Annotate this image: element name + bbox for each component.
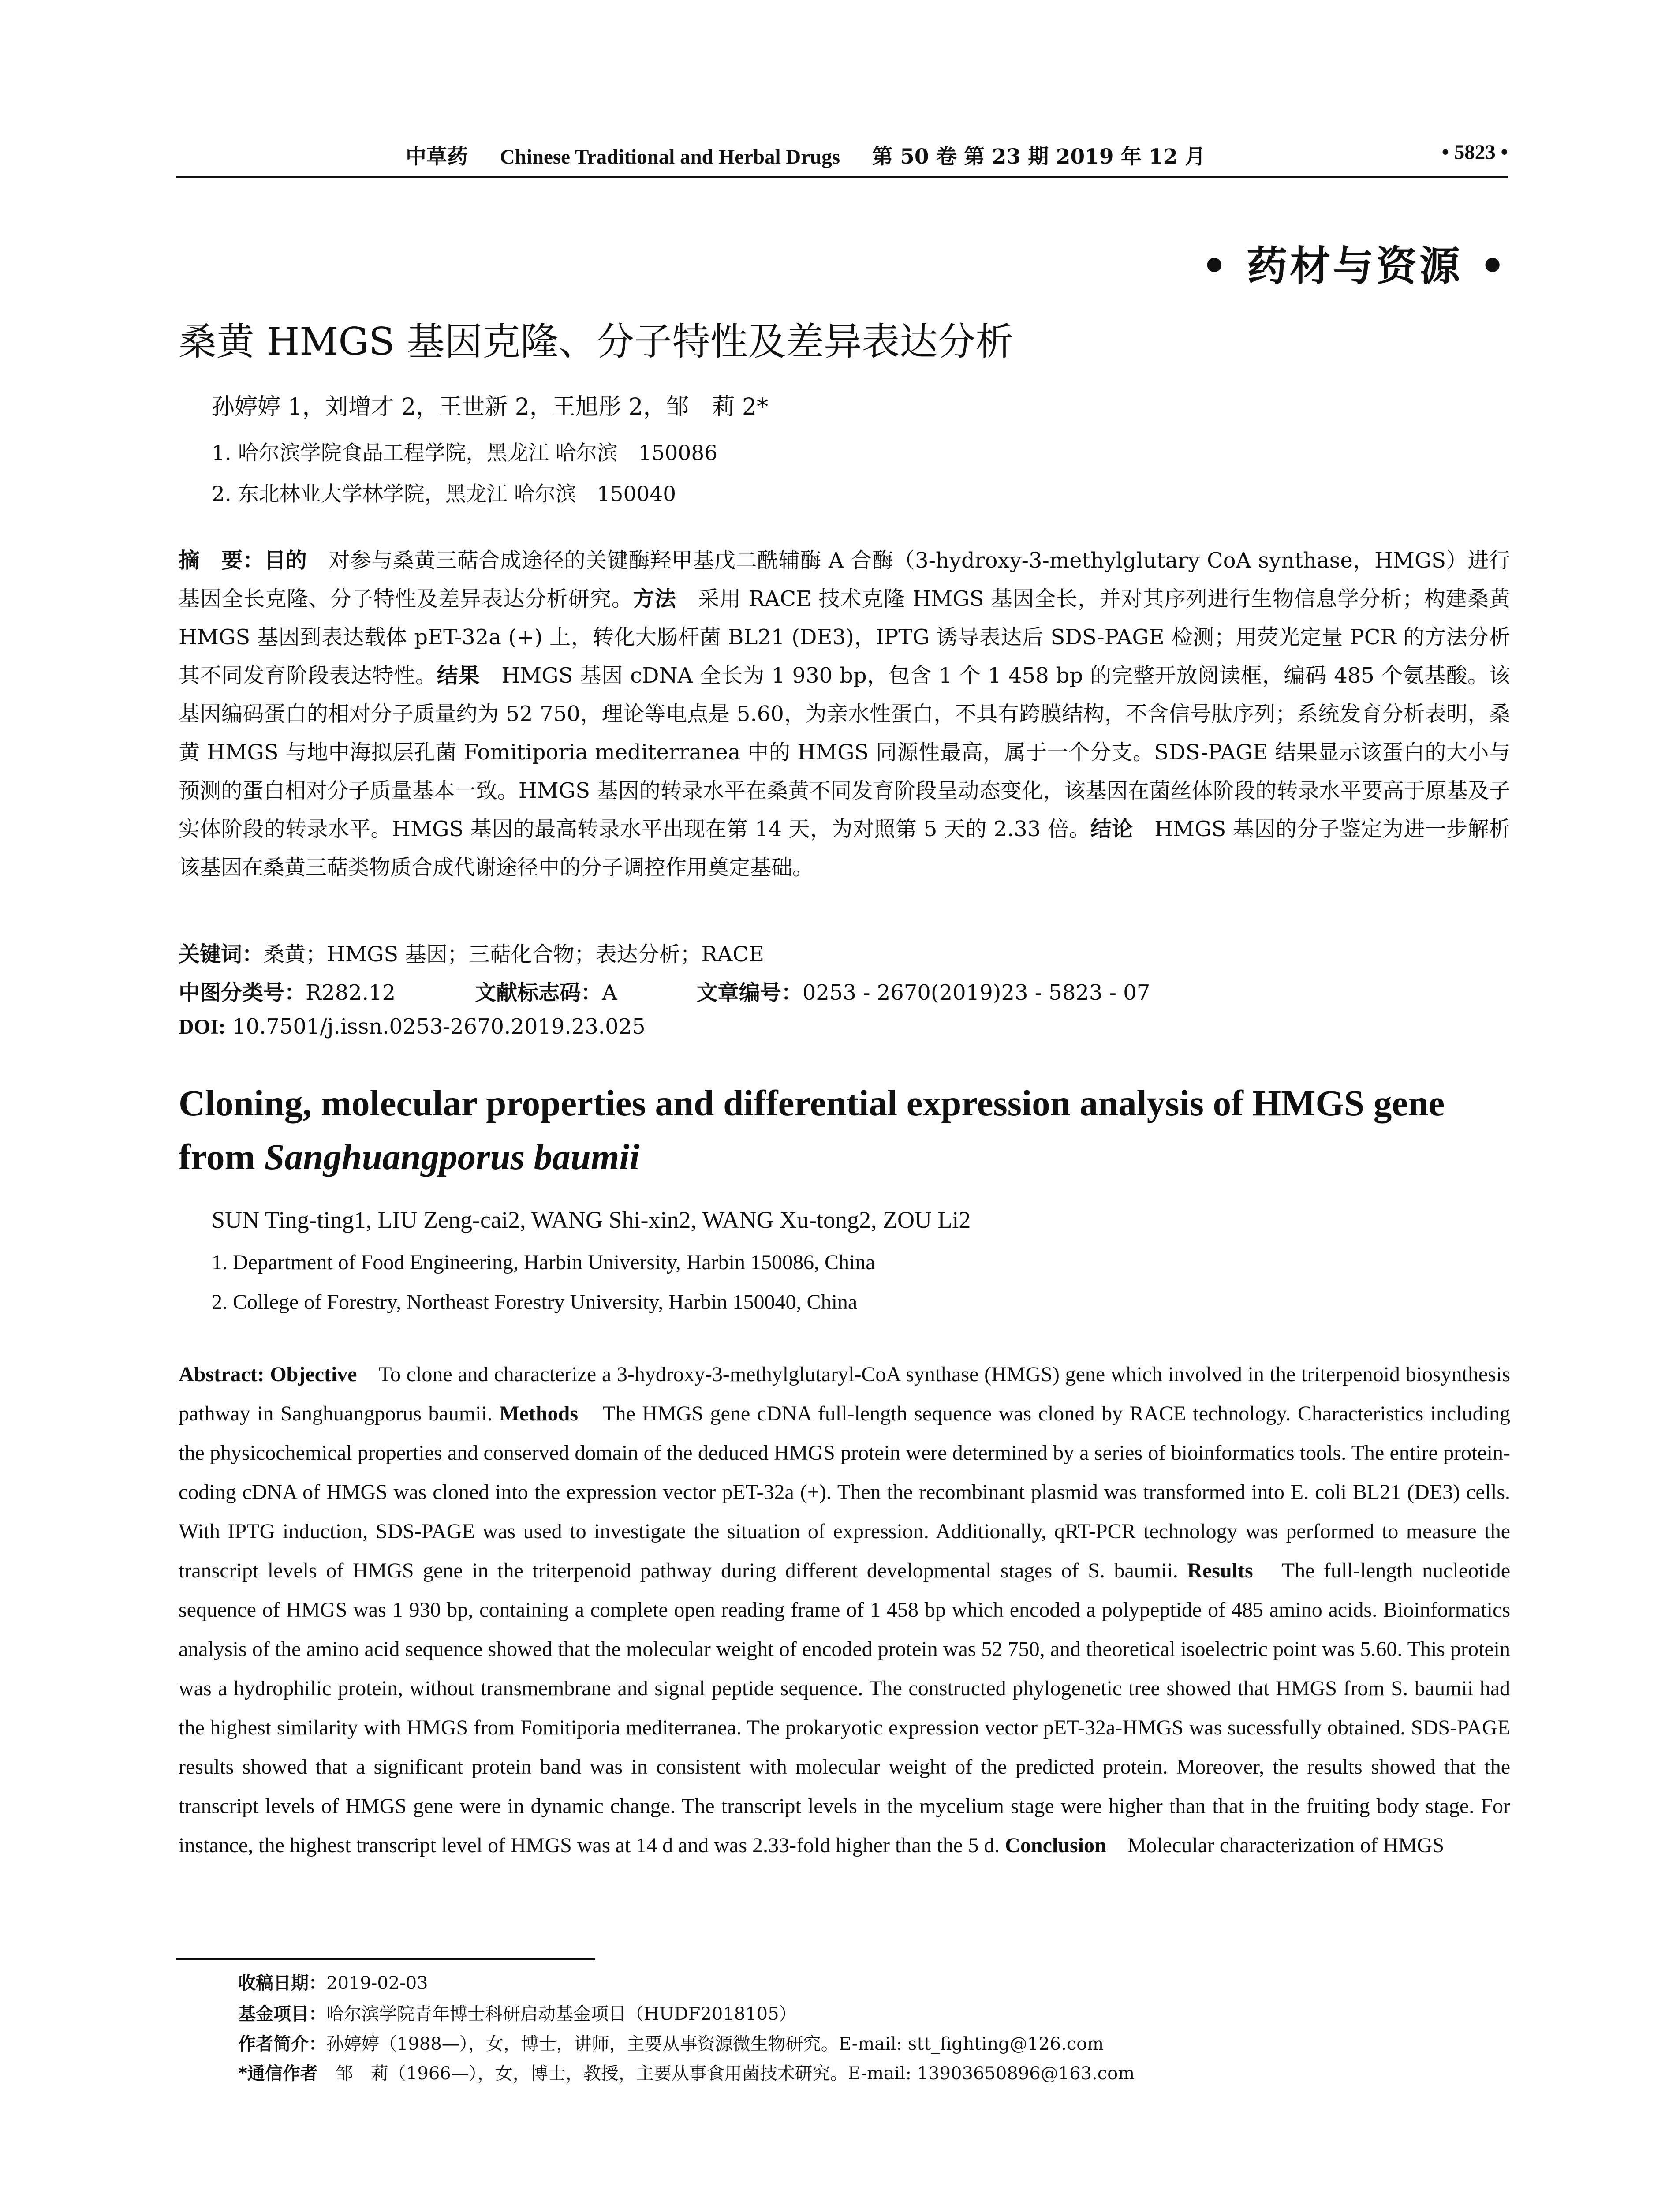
article-title-en	[179, 1076, 1510, 1184]
journal-name-cn: 中草药	[406, 145, 468, 169]
article-title-en-species: Sanghuangporus baumii	[264, 1136, 640, 1177]
conclusion-cn-label: 结论	[1090, 817, 1133, 841]
footnote-divider	[176, 1958, 595, 1960]
article-title-en-text: Cloning, molecular properties and differential expression analysis of HMGS gene from	[179, 1083, 1445, 1177]
doi-label: DOI:	[179, 1015, 226, 1039]
methods-en-label: Methods	[499, 1402, 579, 1425]
running-header	[176, 140, 1508, 171]
article-number: 0253 - 2670(2019)23 - 5823 - 07	[802, 980, 1150, 1005]
footnote-corresponding-label: *通信作者	[238, 2063, 318, 2084]
footnote-author-bio-text: 孙婷婷（1988—），女，博士，讲师，主要从事资源微生物研究。E-mail: stt_fighting@126.com	[326, 2034, 1104, 2054]
footnote-funding-label: 基金项目：	[238, 2004, 326, 2024]
methods-cn-text: 采用 RACE 技术克隆 HMGS 基因全长，并对其序列进行生物信息学分析；构建桑黄 HMGS 基因到表达载体 pET-32a (+) 上，转化大肠杆菌 BL21 (DE3)，IPTG 诱导表达后 SDS-PAGE 检测；用荧光定量 PCR 的方法分析其不同发育阶段表达特性。	[179, 587, 1510, 688]
conclusion-en-text: Molecular characterization of HMGS	[1106, 1834, 1445, 1857]
results-cn-label: 结果	[437, 663, 480, 688]
conclusion-en-label: Conclusion	[1005, 1834, 1106, 1857]
section-label: • 药材与资源 •	[1201, 242, 1508, 290]
conclusion-cn-text: HMGS 基因的分子鉴定为进一步解析该基因在桑黄三萜类物质合成代谢途径中的分子调控作用奠定基础。	[179, 817, 1510, 880]
issue-info: 第 50 卷 第 23 期 2019 年 12 月	[872, 145, 1206, 169]
footnote-received-text: 2019-02-03	[326, 1973, 428, 1993]
article-title-cn: 桑黄 HMGS 基因克隆、分子特性及差异表达分析	[179, 320, 1014, 364]
authors-en: SUN Ting-ting1, LIU Zeng-cai2, WANG Shi-xin2, WANG Xu-tong2, ZOU Li2	[212, 1207, 971, 1233]
results-en-text: The full-length nucleotide sequence of HMGS was 1 930 bp, containing a complete open reading frame of 1 458 bp which encoded a polypeptide of 485 amino acids. Bioinformatics analysis of the amino acid sequence showed that the molecular weight of encoded protein was 52 750, and theoretical isoelectric point was 5.60. This protein was a hydrophilic protein, without transmembrane and signal peptide sequence. The constructed phylogenetic tree showed that HMGS from S. baumii had the highest similarity with HMGS from Fomitiporia mediterranea. The prokaryotic expression vector pET-32a-HMGS was sucessfully obtained. SDS-PAGE results showed that a significant protein band was in consistent with molecular weight of the predicted protein. Moreover, the results showed that the transcript levels of HMGS gene were in dynamic change. The transcript levels in the mycelium stage were higher than that in the fruiting body stage. For instance, the highest transcript level of HMGS was at 14 d and was 2.33-fold higher than the 5 d.	[179, 1559, 1511, 1857]
abstract-en	[179, 1355, 1510, 1865]
journal-name-en: Chinese Traditional and Herbal Drugs	[500, 146, 840, 168]
affiliation-en-1: 1. Department of Food Engineering, Harbin University, Harbin 150086, China	[212, 1251, 875, 1274]
footnote-received	[238, 1969, 428, 1994]
doi-value: 10.7501/j.issn.0253-2670.2019.23.025	[225, 1014, 646, 1039]
objective-cn-text: 对参与桑黄三萜合成途径的关键酶羟甲基戊二酰辅酶 A 合酶（3-hydroxy-3-methylglutary CoA synthase，HMGS）进行基因全长克隆、分子特性及差异表达分析研究。	[179, 548, 1510, 611]
footnote-author-bio	[238, 2030, 1104, 2055]
footnote-received-label: 收稿日期：	[238, 1973, 326, 1993]
class-number-label: 中图分类号：	[179, 980, 306, 1005]
class-number: R282.12	[306, 980, 396, 1005]
doi-line	[179, 1014, 646, 1039]
footnote-funding-text: 哈尔滨学院青年博士科研启动基金项目（HUDF2018105）	[326, 2004, 797, 2024]
doc-code-label: 文献标志码：	[475, 980, 602, 1005]
objective-cn-label: 目的	[264, 548, 307, 573]
methods-cn-label: 方法	[633, 587, 677, 611]
abstract-cn	[179, 542, 1510, 887]
footnote-funding	[238, 2000, 797, 2025]
authors-cn: 孙婷婷 1，刘增才 2，王世新 2，王旭彤 2，邹 莉 2*	[212, 394, 769, 420]
keywords-cn-label: 关键词：	[179, 942, 264, 967]
page-number: • 5823 •	[1441, 141, 1508, 164]
keywords-cn-text: 桑黄；HMGS 基因；三萜化合物；表达分析；RACE	[263, 942, 765, 967]
objective-en-text: To clone and characterize a 3-hydroxy-3-methylglutaryl-CoA synthase (HMGS) gene which involved in the triterpenoid biosynthesis pathway in Sanghuangporus baumii.	[179, 1363, 1510, 1425]
methods-en-text: The HMGS gene cDNA full-length sequence was cloned by RACE technology. Characteristics including the physicochemical properties and conserved domain of the deduced HMGS protein were determined by a series of bioinformatics tools. The entire protein-coding cDNA of HMGS was cloned into the expression vector pET-32a (+). Then the recombinant plasmid was transformed into E. coli BL21 (DE3) cells. With IPTG induction, SDS-PAGE was used to investigate the situation of expression. Additionally, qRT-PCR technology was performed to measure the transcript levels of HMGS gene in the triterpenoid pathway during different developmental stages of S. baumii.	[179, 1402, 1510, 1582]
results-cn-text: HMGS 基因 cDNA 全长为 1 930 bp，包含 1 个 1 458 bp 的完整开放阅读框，编码 485 个氨基酸。该基因编码蛋白的相对分子质量约为 52 750，理论等电点是 5.60，为亲水性蛋白，不具有跨膜结构，不含信号肽序列；系统发育分析表明，桑黄 HMGS 与地中海拟层孔菌 Fomitiporia mediterranea 中的 HMGS 同源性最高，属于一个分支。SDS-PAGE 结果显示该蛋白的大小与预测的蛋白相对分子质量基本一致。HMGS 基因的转录水平在桑黄不同发育阶段呈动态变化，该基因在菌丝体阶段的转录水平要高于原基及子实体阶段的转录水平。HMGS 基因的最高转录水平出现在第 14 天，为对照第 5 天的 2.33 倍。	[179, 663, 1510, 841]
affiliation-en-2: 2. College of Forestry, Northeast Forestry University, Harbin 150040, China	[212, 1290, 858, 1314]
abstract-cn-label: 摘 要：	[179, 548, 265, 573]
objective-en-label: Objective	[270, 1363, 357, 1386]
footnote-author-bio-label: 作者简介：	[238, 2034, 326, 2054]
header-divider	[176, 176, 1508, 178]
classification-line	[179, 975, 1150, 1006]
results-en-label: Results	[1187, 1559, 1253, 1582]
footnote-corresponding-text: 邹 莉（1966—），女，博士，教授，主要从事食用菌技术研究。E-mail: 13903650896@163.com	[317, 2063, 1135, 2084]
footnote-corresponding	[238, 2059, 1135, 2085]
abstract-en-label: Abstract:	[179, 1363, 265, 1386]
doc-code: A	[602, 980, 617, 1005]
affiliation-cn-2: 2. 东北林业大学林学院，黑龙江 哈尔滨 150040	[212, 482, 676, 506]
keywords-cn	[179, 937, 764, 968]
article-number-label: 文章编号：	[696, 980, 803, 1005]
affiliation-cn-1: 1. 哈尔滨学院食品工程学院，黑龙江 哈尔滨 150086	[212, 441, 718, 465]
